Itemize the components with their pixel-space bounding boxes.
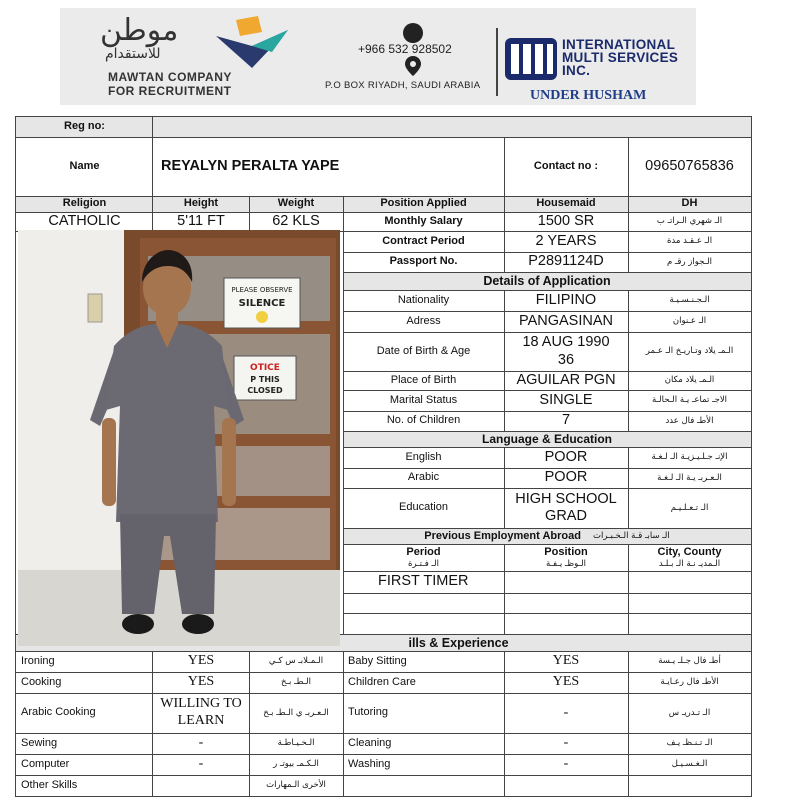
prev-header-period: Period الـ فـتـرة — [406, 545, 441, 569]
skill-arabic: أطـ فال جـلـ يـسة — [658, 656, 721, 667]
skill-arabic: الـكـمـ بيوتـ ر — [273, 759, 319, 770]
detail-label: Adress — [406, 314, 441, 327]
skill-arabic: الـعـربـ ي الـطـ بـخ — [263, 707, 329, 718]
weight-value: 62 KLS — [272, 212, 320, 229]
skills-title: ills & Experience — [16, 634, 751, 651]
language-label: Arabic — [407, 471, 440, 484]
skill-label: Sewing — [21, 736, 58, 749]
position-value: Housemaid — [504, 196, 628, 212]
ims-company-name: INTERNATIONAL MULTI SERVICES INC. — [562, 37, 679, 78]
skill-label: Ironing — [21, 654, 55, 667]
skill-value-arabic-cooking: WILLING TO LEARN — [160, 696, 242, 728]
contract-value: 2 YEARS — [535, 232, 597, 249]
education-value: HIGH SCHOOL GRAD — [515, 490, 617, 524]
header-banner — [60, 8, 696, 105]
header-divider — [496, 28, 498, 96]
skill-value: - — [563, 756, 569, 772]
sign-line5: CLOSED — [247, 386, 283, 395]
applicant-photo-illustration — [18, 230, 340, 646]
religion-label: Religion — [16, 196, 153, 212]
education-arabic: الـ تـعـلـيـم — [670, 502, 709, 513]
detail-label: Marital Status — [389, 393, 458, 406]
weight-label: Weight — [249, 196, 343, 212]
skill-arabic — [628, 775, 751, 796]
detail-arabic: الـمـ يلاد مكان — [664, 375, 715, 386]
detail-label: No. of Children — [386, 414, 461, 427]
skill-arabic: الأطـ فال رعـايـة — [660, 677, 719, 688]
height-value: 5'11 FT — [177, 212, 225, 229]
skill-value: YES — [187, 653, 215, 669]
prev-row-city — [628, 571, 751, 593]
language-arabic: الإنـ جـلـيـزيـة الـ لـغـة — [651, 452, 728, 463]
detail-value-dob: 18 AUG 1990 36 — [522, 334, 610, 368]
reg-value — [153, 116, 751, 137]
skill-label: Children Care — [348, 675, 416, 688]
language-value: POOR — [544, 448, 588, 465]
skill-value: - — [198, 756, 204, 772]
height-label: Height — [153, 196, 249, 212]
skill-value: YES — [552, 674, 580, 690]
language-label: English — [405, 450, 442, 463]
skill-value: YES — [552, 653, 580, 669]
passport-label: Passport No. — [389, 255, 458, 268]
detail-value: 7 — [561, 412, 571, 429]
position-code: DH — [628, 196, 751, 212]
skill-label: Baby Sitting — [348, 654, 407, 667]
skill-value — [153, 775, 249, 796]
detail-label: Place of Birth — [390, 373, 457, 386]
skill-label: Cooking — [21, 675, 62, 688]
skill-label: Tutoring — [348, 706, 388, 719]
reg-label: Reg no: — [16, 116, 153, 137]
phone-icon — [403, 23, 423, 43]
sign-line2: SILENCE — [238, 298, 286, 309]
address: P.O BOX RIYADH, SAUDI ARABIA — [325, 80, 481, 91]
skill-arabic: الـطـ بـخ — [281, 677, 311, 688]
prev-row-period: FIRST TIMER — [378, 573, 469, 590]
phone-number: +966 532 928502 — [358, 42, 452, 56]
detail-arabic: الـ عـنوان — [672, 316, 707, 327]
skill-arabic: الـ تـدريـ س — [668, 707, 711, 718]
skill-arabic: الـغـسـيـل — [671, 759, 708, 770]
passport-value: P2891124D — [528, 253, 604, 270]
contract-arabic: الـ عـقـد مدة — [666, 236, 713, 247]
company-arabic-name: موطن — [100, 13, 179, 48]
previous-employment-title: Previous Employment Abroad الـ سابـ قـة الـخـبـرات — [343, 528, 751, 544]
name-label: Name — [69, 159, 100, 172]
salary-label: Monthly Salary — [384, 214, 463, 227]
company-arabic-subtitle: للاستقدام — [105, 46, 161, 62]
name-value: REYALYN PERALTA YAPE — [161, 157, 340, 174]
prev-header-city: City, County الـمديـ نـة الـ بـلـد — [657, 545, 722, 569]
ims-logo-icon — [503, 36, 559, 82]
skill-label — [343, 775, 504, 796]
skill-value: - — [198, 735, 204, 751]
skill-arabic: الأخرى الـمهارات — [266, 780, 326, 791]
detail-value: SINGLE — [539, 391, 593, 408]
detail-label: Date of Birth & Age — [376, 344, 471, 357]
mawtan-logo-icon — [212, 16, 292, 68]
detail-value: AGUILAR PGN — [516, 371, 616, 388]
passport-arabic: الـجواز رقـ م — [666, 256, 713, 267]
contact-label: Contact no : — [533, 159, 599, 172]
skill-label: Computer — [21, 757, 70, 770]
religion-value: CATHOLIC — [48, 212, 121, 229]
education-label: Education — [399, 501, 448, 514]
skill-value: - — [563, 735, 569, 751]
sign-line1: PLEASE OBSERVE — [231, 286, 293, 294]
skill-arabic: الـ تـنـظـ يـف — [666, 738, 713, 749]
detail-label: Nationality — [397, 293, 450, 306]
language-arabic: الـعـربـ يـة الـ لـغـة — [657, 472, 722, 483]
salary-value: 1500 SR — [537, 212, 595, 229]
skill-value: - — [563, 704, 569, 720]
skill-label: Washing — [348, 757, 391, 770]
detail-value: FILIPINO — [535, 291, 597, 308]
skill-value — [504, 775, 628, 796]
detail-arabic: الـجـنـسـيـة — [669, 295, 710, 306]
contract-label: Contract Period — [382, 234, 465, 247]
detail-arabic: الاجـ تماعـ يـة الـحالـة — [651, 395, 728, 406]
detail-arabic: الـمـ يلاد وتـاريـخ الـ عـمر — [645, 346, 734, 357]
skill-label: Other Skills — [21, 778, 78, 791]
under-label: UNDER HUSHAM — [530, 88, 647, 103]
detail-arabic: الأطـ فال عدد — [665, 415, 714, 426]
applicant-photo — [18, 230, 340, 646]
language-value: POOR — [544, 469, 588, 486]
details-title: Details of Application — [343, 272, 751, 290]
contact-value: 09650765836 — [645, 157, 734, 174]
detail-value: PANGASINAN — [518, 312, 613, 329]
location-pin-icon — [405, 56, 421, 76]
language-title: Language & Education — [343, 431, 751, 447]
skill-label: Cleaning — [348, 736, 392, 749]
salary-arabic: الـ شهري الـراتـ ب — [656, 216, 723, 227]
sign-line3: OTICE — [250, 363, 280, 373]
skill-label: Arabic Cooking — [21, 706, 96, 719]
skill-arabic: الـخـيـاطـة — [277, 738, 315, 749]
skill-value: YES — [187, 674, 215, 690]
sign-line4: P THIS — [250, 375, 280, 384]
prev-row-position — [504, 571, 628, 593]
skill-arabic: الـمـلابـ س كـي — [268, 656, 324, 667]
position-label: Position Applied — [343, 196, 504, 212]
prev-header-position: Position الـوظـ يـفـة — [544, 545, 588, 569]
company-english-name: MAWTAN COMPANY FOR RECRUITMENT — [108, 70, 232, 98]
